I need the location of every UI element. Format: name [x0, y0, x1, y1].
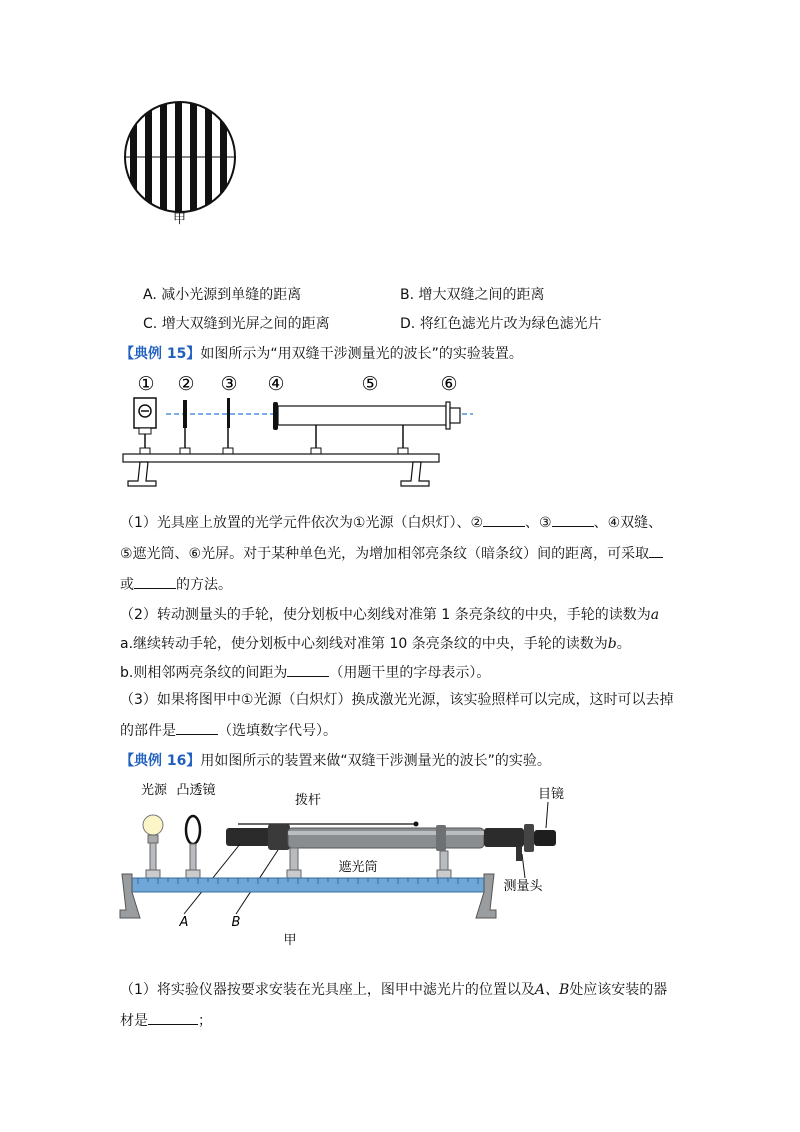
label-5: ⑤ [361, 373, 379, 395]
measuring-head-body [484, 828, 524, 847]
single-slit-element [227, 398, 230, 428]
option-c-text: 增大双缝到光屏之间的距离 [161, 316, 330, 332]
ex15-q1-text-end: 的方法。 [176, 577, 232, 593]
option-c-letter: C. [143, 316, 158, 332]
label-b: B [231, 915, 241, 930]
ex15-blank-spacing[interactable] [287, 662, 329, 677]
option-d-letter: D. [400, 316, 416, 332]
ex15-q1-text-or: 或 [120, 577, 134, 593]
ex16-q1-line2 [120, 1010, 212, 1031]
filter-element [183, 400, 187, 428]
label-light-source: 光源 [140, 783, 168, 798]
ex16-q1-text-a: （1）将实验仪器按要求安装在光具座上，图甲中滤光片的位置以及 [120, 982, 535, 998]
option-d [400, 314, 602, 334]
ex15-q2-b-text: b.则相邻两亮条纹的间距为 [120, 665, 288, 681]
ex16-blank-equipment[interactable] [148, 1010, 198, 1025]
option-c [143, 314, 330, 334]
ex15-blank-method1[interactable] [649, 543, 663, 558]
ex16-q1-line1 [120, 980, 667, 1000]
label-2: ② [177, 373, 195, 395]
ex15-q2-var-b: b [607, 636, 617, 652]
double-slit-apparatus-diagram [118, 778, 598, 953]
ex15-q2-var-a: a [650, 607, 660, 623]
ex15-blank-3[interactable] [552, 512, 594, 527]
option-a [143, 285, 301, 305]
ex15-q2-line1 [120, 605, 659, 625]
label-measuring-head: 测量头 [503, 879, 543, 894]
ex15-q2-line3 [120, 662, 490, 683]
ex15-q3-text-a: 的部件是 [120, 723, 176, 739]
ex15-q1-text-line2: ⑤遮光筒、⑥光屏。对于某种单色光，为增加相邻亮条纹（暗条纹）间的距离，可采取 [120, 546, 650, 562]
label-a: A [179, 915, 189, 930]
example16-apparatus-figure [118, 778, 598, 953]
ex15-q3-line1 [120, 690, 673, 710]
fringe-caption: 甲 [173, 212, 187, 227]
ex15-q1-text-c: 、④双缝、 [593, 515, 663, 531]
ex15-q1-line3 [120, 574, 232, 595]
example16-intro: 用如图所示的装置来做“双缝干涉测量光的波长”的实验。 [200, 753, 551, 769]
ex15-q3-line2 [120, 720, 337, 741]
option-b-text: 增大双缝之间的距离 [418, 287, 545, 303]
label-3: ③ [220, 373, 238, 395]
fig-caption: 甲 [283, 933, 297, 948]
ex16-q1-text-b: 处应该安装的器 [569, 982, 668, 998]
ex15-q2-b-end: （用题干里的字母表示）。 [329, 665, 491, 681]
lens-icon [186, 816, 200, 844]
ex16-q1-vars: A、B [534, 982, 570, 998]
option-a-letter: A. [143, 287, 157, 303]
ex15-blank-method2[interactable] [134, 574, 176, 589]
option-b [400, 285, 545, 305]
option-a-text: 减小光源到单缝的距离 [161, 287, 302, 303]
ex15-q1-text-b: 、③ [525, 515, 552, 531]
label-4: ④ [267, 373, 285, 395]
option-d-text: 将红色滤光片改为绿色滤光片 [419, 316, 602, 332]
label-1: ① [137, 373, 155, 395]
ex15-q1-text-a: （1）光具座上放置的光学元件依次为①光源（白炽灯）、② [120, 515, 484, 531]
example16-heading [120, 751, 551, 771]
fringe-figure [118, 100, 248, 235]
eyepiece-body [534, 830, 556, 846]
ex15-q1-line2 [120, 543, 663, 564]
optical-bench-diagram [118, 368, 478, 490]
ex16-q1-text-c: 材是 [120, 1013, 148, 1029]
label-convex-lens: 凸透镜 [176, 783, 216, 798]
screen-element [450, 408, 460, 423]
lamp-icon [134, 398, 156, 428]
ex15-q2-text: （2）转动测量头的手轮，使分划板中心刻线对准第 1 条亮条纹的中央，手轮的读数为 [120, 607, 651, 623]
ex15-blank-2[interactable] [483, 512, 525, 527]
example15-heading [120, 344, 523, 364]
ex15-q2-line2 [120, 634, 631, 654]
option-b-letter: B. [400, 287, 415, 303]
example15-apparatus-figure [118, 368, 478, 490]
shield-tube [278, 406, 446, 425]
double-slit-element [273, 402, 278, 430]
label-lever: 拨杆 [294, 793, 322, 808]
ex16-q1-text-d: ； [198, 1013, 212, 1029]
ex15-q1-line1 [120, 512, 662, 533]
ex15-q2-a-text: a.继续转动手轮，使分划板中心刻线对准第 10 条亮条纹的中央，手轮的读数为 [120, 636, 608, 652]
label-6: ⑥ [440, 373, 458, 395]
ex15-blank-remove[interactable] [176, 720, 218, 735]
bulb-icon [143, 815, 163, 835]
ex15-q2-a-end: 。 [616, 636, 631, 652]
label-eyepiece: 目镜 [537, 787, 565, 802]
example15-intro: 如图所示为“用双缝干涉测量光的波长”的实验装置。 [200, 346, 523, 362]
ex15-q3-text: （3）如果将图甲中①光源（白炽灯）换成激光光源，该实验照样可以完成，这时可以去掉 [120, 692, 674, 708]
bench-rail [123, 454, 439, 462]
label-shield-tube: 遮光筒 [338, 860, 378, 875]
example15-tag: 【典例 15】 [120, 346, 201, 362]
example16-tag: 【典例 16】 [120, 753, 201, 769]
ex15-q3-text-b: （选填数字代号）。 [218, 723, 337, 739]
